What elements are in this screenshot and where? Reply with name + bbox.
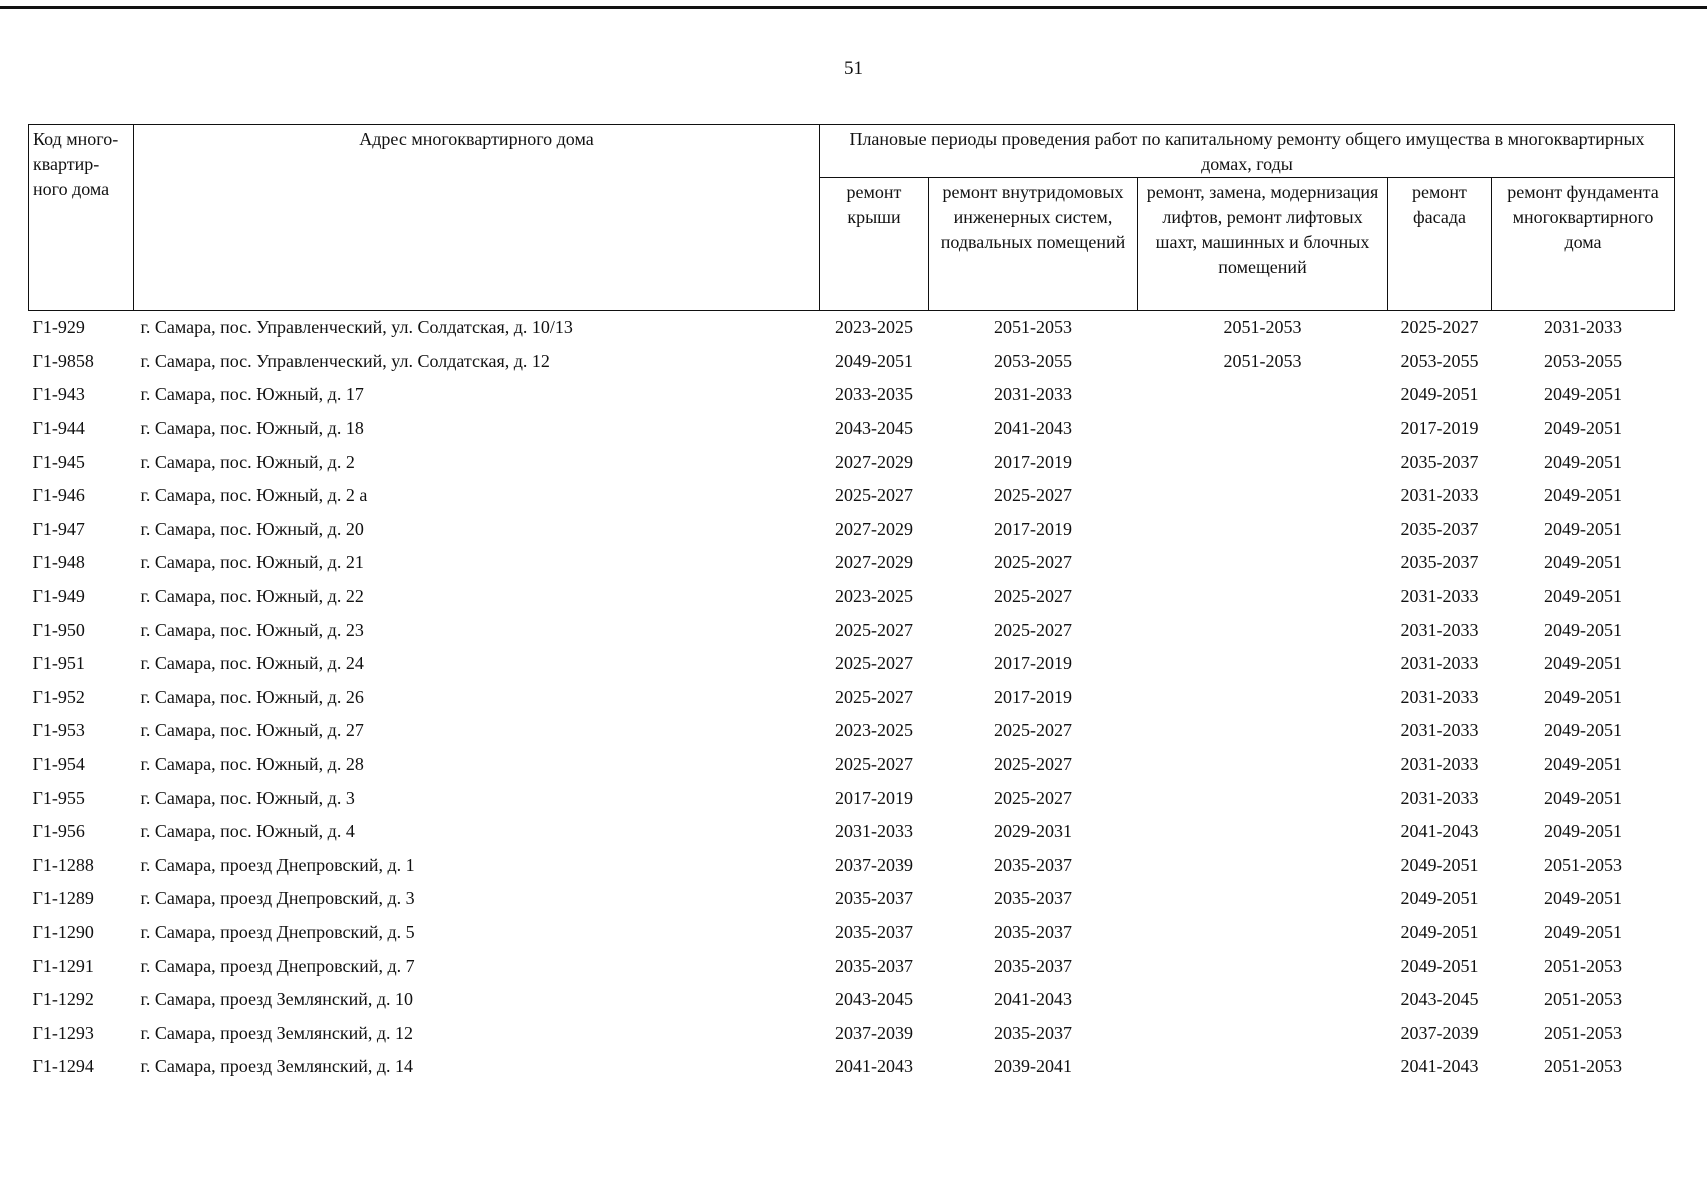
cell-roof: 2025-2027 bbox=[835, 653, 913, 674]
cell-foundation: 2051-2053 bbox=[1544, 989, 1622, 1010]
cell-foundation: 2049-2051 bbox=[1544, 686, 1622, 707]
capital-repair-table bbox=[28, 124, 1675, 1084]
cell-code: Г1-956 bbox=[32, 821, 85, 842]
cell-facade: 2049-2051 bbox=[1400, 888, 1479, 909]
cell-lifts bbox=[1138, 714, 1388, 748]
cell-facade: 2025-2027 bbox=[1400, 317, 1479, 338]
cell-engineering: 2025-2027 bbox=[994, 754, 1072, 775]
cell-code: Г1-949 bbox=[32, 586, 85, 607]
cell-roof: 2017-2019 bbox=[835, 787, 913, 808]
cell-lifts bbox=[1138, 916, 1388, 950]
cell-code: Г1-955 bbox=[32, 787, 85, 808]
cell-engineering: 2017-2019 bbox=[994, 686, 1072, 707]
cell-facade: 2041-2043 bbox=[1400, 1056, 1479, 1077]
cell-foundation: 2049-2051 bbox=[1544, 451, 1622, 472]
cell-roof: 2033-2035 bbox=[835, 384, 913, 405]
table-row bbox=[29, 613, 1675, 647]
table-row bbox=[29, 815, 1675, 849]
cell-lifts bbox=[1138, 781, 1388, 815]
cell-address: г. Самара, проезд Землянский, д. 12 bbox=[140, 1022, 414, 1043]
cell-facade: 2049-2051 bbox=[1400, 955, 1479, 976]
cell-address: г. Самара, пос. Южный, д. 22 bbox=[140, 586, 364, 607]
page-number: 51 bbox=[844, 58, 863, 79]
cell-foundation: 2049-2051 bbox=[1544, 720, 1622, 741]
cell-code: Г1-951 bbox=[32, 653, 85, 674]
header-foundation: ремонт фундамента многоквартирного дома bbox=[1492, 178, 1675, 311]
cell-lifts bbox=[1138, 1050, 1388, 1084]
cell-foundation: 2049-2051 bbox=[1544, 754, 1622, 775]
cell-code: Г1-954 bbox=[32, 754, 85, 775]
cell-facade: 2053-2055 bbox=[1400, 350, 1479, 371]
cell-address: г. Самара, пос. Южный, д. 21 bbox=[140, 552, 364, 573]
cell-code: Г1-1290 bbox=[32, 921, 94, 942]
cell-roof: 2043-2045 bbox=[835, 418, 913, 439]
cell-facade: 2017-2019 bbox=[1400, 418, 1479, 439]
cell-roof: 2027-2029 bbox=[835, 518, 913, 539]
header-address: Адрес многоквартирного дома bbox=[134, 125, 820, 311]
cell-roof: 2025-2027 bbox=[835, 686, 913, 707]
cell-lifts bbox=[1138, 748, 1388, 782]
cell-code: Г1-947 bbox=[32, 518, 85, 539]
table-row bbox=[29, 781, 1675, 815]
header-periods-group: Плановые периоды проведения работ по капитальному ремонту общего имущества в многоквартирных домах, годы bbox=[820, 125, 1675, 178]
cell-foundation: 2031-2033 bbox=[1544, 317, 1622, 338]
cell-foundation: 2049-2051 bbox=[1544, 418, 1622, 439]
table-row bbox=[29, 479, 1675, 513]
cell-engineering: 2041-2043 bbox=[994, 989, 1072, 1010]
cell-engineering: 2035-2037 bbox=[994, 1022, 1072, 1043]
cell-code: Г1-945 bbox=[32, 451, 85, 472]
cell-lifts bbox=[1138, 513, 1388, 547]
cell-facade: 2035-2037 bbox=[1400, 518, 1479, 539]
cell-roof: 2025-2027 bbox=[835, 754, 913, 775]
cell-roof: 2037-2039 bbox=[835, 1022, 913, 1043]
cell-engineering: 2039-2041 bbox=[994, 1056, 1072, 1077]
cell-roof: 2023-2025 bbox=[835, 317, 913, 338]
table-row bbox=[29, 546, 1675, 580]
cell-roof: 2025-2027 bbox=[835, 485, 913, 506]
cell-facade: 2035-2037 bbox=[1400, 552, 1479, 573]
table-row bbox=[29, 311, 1675, 345]
cell-engineering: 2025-2027 bbox=[994, 586, 1072, 607]
table-header bbox=[29, 125, 1675, 311]
cell-address: г. Самара, пос. Южный, д. 18 bbox=[140, 418, 364, 439]
cell-code: Г1-948 bbox=[32, 552, 85, 573]
header-code: Код много-квартир-ного дома bbox=[29, 125, 134, 311]
cell-code: Г1-950 bbox=[32, 619, 85, 640]
cell-engineering: 2017-2019 bbox=[994, 653, 1072, 674]
table-row bbox=[29, 378, 1675, 412]
cell-facade: 2037-2039 bbox=[1400, 1022, 1479, 1043]
cell-foundation: 2051-2053 bbox=[1544, 1056, 1622, 1077]
cell-lifts bbox=[1138, 983, 1388, 1017]
cell-lifts bbox=[1138, 613, 1388, 647]
cell-lifts bbox=[1138, 580, 1388, 614]
cell-engineering: 2031-2033 bbox=[994, 384, 1072, 405]
cell-foundation: 2049-2051 bbox=[1544, 518, 1622, 539]
cell-lifts bbox=[1138, 647, 1388, 681]
cell-roof: 2041-2043 bbox=[835, 1056, 913, 1077]
cell-lifts: 2051-2053 bbox=[1223, 350, 1302, 371]
cell-address: г. Самара, пос. Южный, д. 28 bbox=[140, 754, 364, 775]
cell-code: Г1-9858 bbox=[32, 350, 94, 371]
cell-address: г. Самара, пос. Южный, д. 23 bbox=[140, 619, 364, 640]
cell-facade: 2041-2043 bbox=[1400, 821, 1479, 842]
cell-code: Г1-1288 bbox=[32, 854, 94, 875]
table-row bbox=[29, 949, 1675, 983]
cell-foundation: 2049-2051 bbox=[1544, 821, 1622, 842]
table-row bbox=[29, 1016, 1675, 1050]
cell-foundation: 2049-2051 bbox=[1544, 921, 1622, 942]
cell-facade: 2031-2033 bbox=[1400, 653, 1479, 674]
cell-address: г. Самара, пос. Управленческий, ул. Солдатская, д. 12 bbox=[140, 350, 550, 371]
cell-code: Г1-1289 bbox=[32, 888, 94, 909]
cell-roof: 2035-2037 bbox=[835, 921, 913, 942]
cell-foundation: 2049-2051 bbox=[1544, 384, 1622, 405]
cell-address: г. Самара, проезд Днепровский, д. 3 bbox=[140, 888, 415, 909]
table-row bbox=[29, 345, 1675, 379]
cell-address: г. Самара, проезд Землянский, д. 14 bbox=[140, 1056, 414, 1077]
header-roof: ремонт крыши bbox=[820, 178, 929, 311]
cell-code: Г1-952 bbox=[32, 686, 85, 707]
cell-roof: 2035-2037 bbox=[835, 955, 913, 976]
cell-address: г. Самара, проезд Днепровский, д. 1 bbox=[140, 854, 415, 875]
cell-engineering: 2035-2037 bbox=[994, 854, 1072, 875]
table-row bbox=[29, 681, 1675, 715]
cell-roof: 2049-2051 bbox=[835, 350, 913, 371]
cell-facade: 2049-2051 bbox=[1400, 384, 1479, 405]
cell-address: г. Самара, проезд Днепровский, д. 7 bbox=[140, 955, 415, 976]
cell-facade: 2031-2033 bbox=[1400, 619, 1479, 640]
cell-code: Г1-943 bbox=[32, 384, 85, 405]
cell-address: г. Самара, пос. Южный, д. 24 bbox=[140, 653, 364, 674]
cell-code: Г1-929 bbox=[32, 317, 85, 338]
cell-foundation: 2049-2051 bbox=[1544, 485, 1622, 506]
cell-engineering: 2025-2027 bbox=[994, 619, 1072, 640]
cell-lifts bbox=[1138, 815, 1388, 849]
cell-facade: 2031-2033 bbox=[1400, 720, 1479, 741]
table-row bbox=[29, 647, 1675, 681]
cell-facade: 2031-2033 bbox=[1400, 754, 1479, 775]
cell-engineering: 2025-2027 bbox=[994, 787, 1072, 808]
cell-engineering: 2025-2027 bbox=[994, 485, 1072, 506]
cell-lifts bbox=[1138, 1016, 1388, 1050]
table-row bbox=[29, 580, 1675, 614]
table-row bbox=[29, 849, 1675, 883]
cell-address: г. Самара, пос. Управленческий, ул. Солдатская, д. 10/13 bbox=[140, 317, 573, 338]
cell-engineering: 2035-2037 bbox=[994, 955, 1072, 976]
header-engineering: ремонт внутридомовых инженерных систем, подвальных помещений bbox=[929, 178, 1138, 311]
cell-address: г. Самара, проезд Днепровский, д. 5 bbox=[140, 921, 415, 942]
cell-roof: 2025-2027 bbox=[835, 619, 913, 640]
cell-address: г. Самара, пос. Южный, д. 4 bbox=[140, 821, 355, 842]
cell-engineering: 2017-2019 bbox=[994, 518, 1072, 539]
cell-roof: 2023-2025 bbox=[835, 586, 913, 607]
cell-engineering: 2041-2043 bbox=[994, 418, 1072, 439]
top-rule bbox=[0, 6, 1707, 9]
cell-code: Г1-946 bbox=[32, 485, 85, 506]
table-row bbox=[29, 882, 1675, 916]
table-body bbox=[29, 311, 1675, 1084]
cell-address: г. Самара, пос. Южный, д. 17 bbox=[140, 384, 364, 405]
table-row bbox=[29, 445, 1675, 479]
table-row bbox=[29, 412, 1675, 446]
cell-foundation: 2049-2051 bbox=[1544, 586, 1622, 607]
cell-roof: 2027-2029 bbox=[835, 451, 913, 472]
cell-roof: 2027-2029 bbox=[835, 552, 913, 573]
cell-foundation: 2049-2051 bbox=[1544, 619, 1622, 640]
cell-roof: 2037-2039 bbox=[835, 854, 913, 875]
table-row bbox=[29, 513, 1675, 547]
cell-code: Г1-1293 bbox=[32, 1022, 94, 1043]
cell-lifts bbox=[1138, 378, 1388, 412]
cell-facade: 2031-2033 bbox=[1400, 787, 1479, 808]
cell-facade: 2031-2033 bbox=[1400, 686, 1479, 707]
cell-address: г. Самара, пос. Южный, д. 2 bbox=[140, 451, 355, 472]
table-row bbox=[29, 1050, 1675, 1084]
cell-address: г. Самара, пос. Южный, д. 27 bbox=[140, 720, 364, 741]
table-row bbox=[29, 916, 1675, 950]
cell-engineering: 2051-2053 bbox=[994, 317, 1072, 338]
cell-address: г. Самара, пос. Южный, д. 20 bbox=[140, 518, 364, 539]
cell-roof: 2023-2025 bbox=[835, 720, 913, 741]
cell-foundation: 2049-2051 bbox=[1544, 653, 1622, 674]
cell-code: Г1-1294 bbox=[32, 1056, 94, 1077]
cell-code: Г1-953 bbox=[32, 720, 85, 741]
cell-engineering: 2029-2031 bbox=[994, 821, 1072, 842]
cell-code: Г1-944 bbox=[32, 418, 85, 439]
cell-lifts bbox=[1138, 949, 1388, 983]
cell-foundation: 2049-2051 bbox=[1544, 888, 1622, 909]
cell-facade: 2031-2033 bbox=[1400, 586, 1479, 607]
cell-lifts bbox=[1138, 445, 1388, 479]
cell-foundation: 2053-2055 bbox=[1544, 350, 1622, 371]
cell-foundation: 2051-2053 bbox=[1544, 854, 1622, 875]
cell-facade: 2049-2051 bbox=[1400, 921, 1479, 942]
table-row bbox=[29, 714, 1675, 748]
cell-lifts bbox=[1138, 681, 1388, 715]
cell-code: Г1-1292 bbox=[32, 989, 94, 1010]
cell-address: г. Самара, проезд Землянский, д. 10 bbox=[140, 989, 414, 1010]
cell-roof: 2035-2037 bbox=[835, 888, 913, 909]
cell-facade: 2043-2045 bbox=[1400, 989, 1479, 1010]
cell-address: г. Самара, пос. Южный, д. 2 а bbox=[140, 485, 368, 506]
cell-facade: 2035-2037 bbox=[1400, 451, 1479, 472]
cell-lifts bbox=[1138, 849, 1388, 883]
header-facade: ремонт фасада bbox=[1388, 178, 1492, 311]
cell-foundation: 2051-2053 bbox=[1544, 955, 1622, 976]
cell-lifts bbox=[1138, 479, 1388, 513]
cell-address: г. Самара, пос. Южный, д. 26 bbox=[140, 686, 364, 707]
cell-lifts bbox=[1138, 882, 1388, 916]
cell-foundation: 2049-2051 bbox=[1544, 552, 1622, 573]
cell-engineering: 2025-2027 bbox=[994, 720, 1072, 741]
table-row bbox=[29, 983, 1675, 1017]
cell-lifts bbox=[1138, 412, 1388, 446]
cell-lifts: 2051-2053 bbox=[1223, 317, 1302, 338]
cell-engineering: 2025-2027 bbox=[994, 552, 1072, 573]
cell-lifts bbox=[1138, 546, 1388, 580]
header-lifts: ремонт, замена, модернизация лифтов, ремонт лифтовых шахт, машинных и блочных помещений bbox=[1138, 178, 1388, 311]
cell-engineering: 2035-2037 bbox=[994, 921, 1072, 942]
table-row bbox=[29, 748, 1675, 782]
cell-foundation: 2051-2053 bbox=[1544, 1022, 1622, 1043]
cell-facade: 2031-2033 bbox=[1400, 485, 1479, 506]
cell-foundation: 2049-2051 bbox=[1544, 787, 1622, 808]
cell-engineering: 2053-2055 bbox=[994, 350, 1072, 371]
cell-address: г. Самара, пос. Южный, д. 3 bbox=[140, 787, 355, 808]
cell-roof: 2031-2033 bbox=[835, 821, 913, 842]
cell-facade: 2049-2051 bbox=[1400, 854, 1479, 875]
cell-roof: 2043-2045 bbox=[835, 989, 913, 1010]
cell-code: Г1-1291 bbox=[32, 955, 94, 976]
cell-engineering: 2017-2019 bbox=[994, 451, 1072, 472]
cell-engineering: 2035-2037 bbox=[994, 888, 1072, 909]
